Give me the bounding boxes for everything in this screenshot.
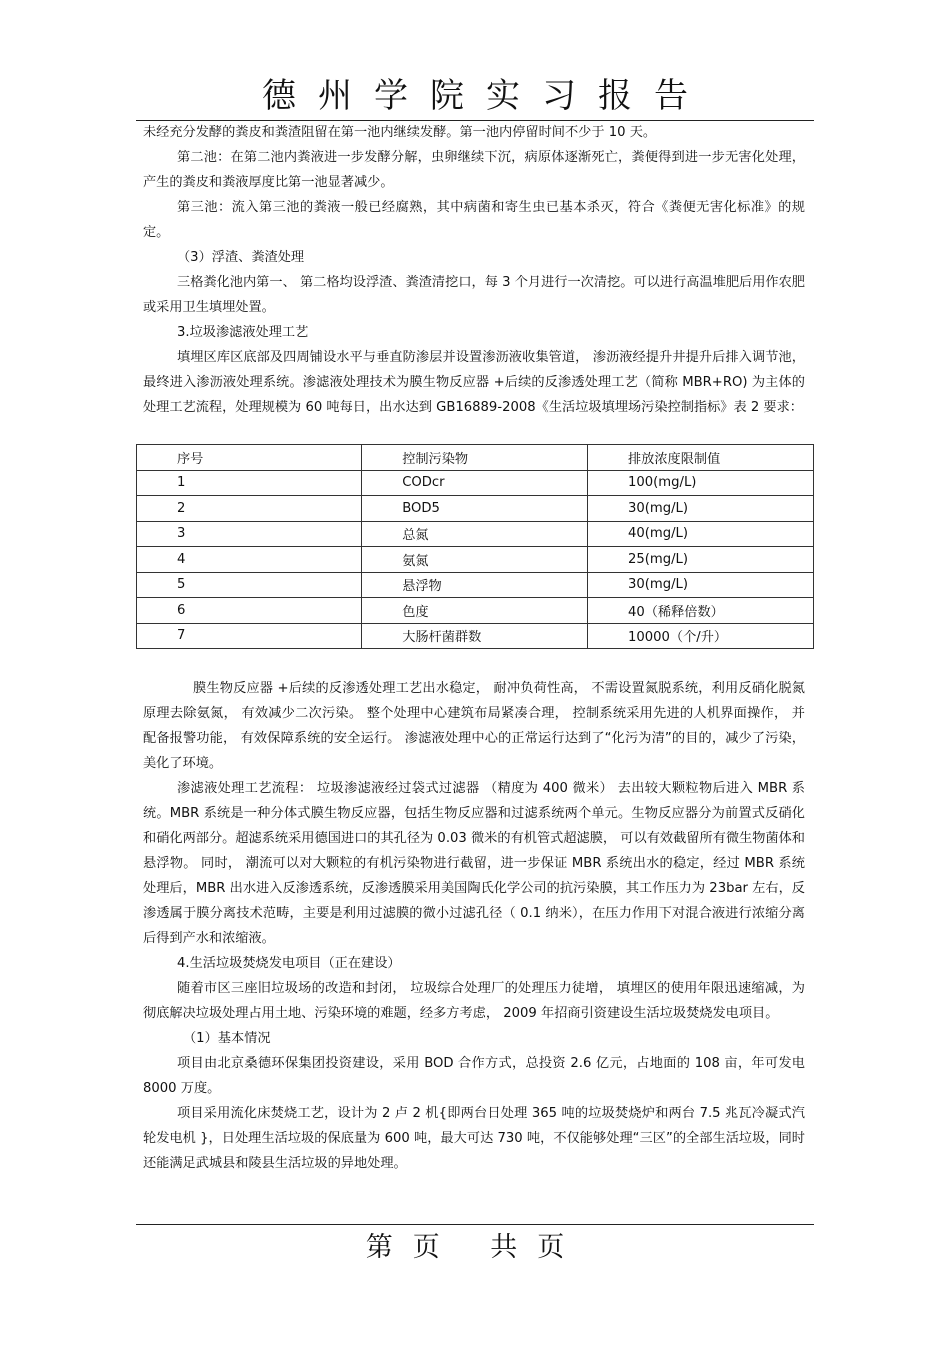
table-row (137, 572, 814, 598)
body-text-top (143, 120, 805, 420)
table-cell: 30(mg/L) (587, 496, 813, 522)
paragraph: 项目由北京桑德环保集团投资建设，采用 BOD 合作方式，总投资 2.6 亿元，占地面的 108 亩，年可发电 8000 万度。 (143, 1056, 805, 1096)
footer-total-label: 共 (490, 1232, 538, 1263)
table-cell: 4 (137, 547, 362, 573)
table-row (137, 521, 814, 547)
page-footer (0, 1228, 950, 1268)
table-cell: 40(mg/L) (587, 521, 813, 547)
paragraph: 三格粪化池内第一、 第二格均设浮渣、粪渣清挖口，每 3 个月进行一次清挖。可以进行高温堆肥后用作农肥或采用卫生填埋处置。 (143, 275, 805, 315)
subheading: （1）基本情况 (183, 1031, 271, 1046)
table-cell: 30(mg/L) (587, 572, 813, 598)
paragraph: 膜生物反应器 +后续的反渗透处理工艺出水稳定， 耐冲负荷性高， 不需设置氮脱系统，利用反硝化脱氮原理去除氨氮， 有效减少二次污染。 整个处理中心建筑布局紧凑合理， 控制系统采用先进的人机界面操作， 并配备报警功能， 有效保障系统的安全运行。 渗滤液处理中心的正常运行达到了“化污为清”的目的，减少了污染，美化了环境。 (143, 681, 805, 771)
table-cell: BOD5 (362, 496, 588, 522)
table-cell: 氨氮 (362, 547, 588, 573)
table-header-cell: 控制污染物 (362, 445, 588, 471)
table-cell: CODcr (362, 470, 588, 496)
footer-page-label: 第 (365, 1232, 413, 1263)
paragraph: 项目采用流化床焚烧工艺，设计为 2 卢 2 机{即两台日处理 365 吨的垃圾焚烧炉和两台 7.5 兆瓦冷凝式汽轮发电机 }，日处理生活垃圾的保底量为 600 吨，最大可达 730 吨，不仅能够处理“三区”的全部生活垃圾，同时还能满足武城县和陵县生活垃圾的异地处理。 (143, 1106, 805, 1171)
pollutant-limits-table (136, 444, 814, 649)
footer-page-unit: 页 (412, 1232, 460, 1263)
table-row (137, 598, 814, 624)
paragraph: 第二池：在第二池内粪液进一步发酵分解，虫卵继续下沉，病原体逐渐死亡，粪便得到进一步无害化处理，产生的粪皮和粪液厚度比第一池显著减少。 (143, 150, 805, 190)
table-cell: 7 (137, 623, 362, 649)
paragraph: 填埋区库区底部及四周铺设水平与垂直防渗层并设置渗沥液收集管道， 渗沥液经提升井提升后排入调节池，最终进入渗沥液处理系统。渗滤液处理技术为膜生物反应器 +后续的反渗透处理工艺（简称 MBR+RO) 为主体的处理工艺流程，处理规模为 60 吨每日，出水达到 GB16889-2008《生活垃圾填埋场污染控制指标》表 2 要求： (143, 350, 805, 415)
table-cell: 10000（个/升） (587, 623, 813, 649)
table-cell: 5 (137, 572, 362, 598)
footer-divider (136, 1224, 814, 1225)
table-cell: 40（稀释倍数） (587, 598, 813, 624)
table-cell: 2 (137, 496, 362, 522)
table-row (137, 496, 814, 522)
table-cell: 3 (137, 521, 362, 547)
table-cell: 悬浮物 (362, 572, 588, 598)
paragraph: 随着市区三座旧垃圾场的改造和封闭， 垃圾综合处理厂的处理压力徒增， 填埋区的使用年限迅速缩减，为彻底解决垃圾处理占用土地、污染环境的难题，经多方考虑， 2009 年招商引资建设生活垃圾焚烧发电项目。 (143, 981, 805, 1021)
table-row (137, 547, 814, 573)
table-cell: 25(mg/L) (587, 547, 813, 573)
table-header-cell: 排放浓度限制值 (587, 445, 813, 471)
report-title: 德州学院实习报告 (262, 76, 710, 116)
table-cell: 总氮 (362, 521, 588, 547)
footer-total-unit: 页 (537, 1232, 585, 1263)
table-row (137, 470, 814, 496)
table-cell: 色度 (362, 598, 588, 624)
table-cell: 1 (137, 470, 362, 496)
subheading: （3）浮渣、粪渣处理 (177, 250, 305, 265)
table-cell: 6 (137, 598, 362, 624)
paragraph: 第三池：流入第三池的粪液一般已经腐熟，其中病菌和寄生虫已基本杀灭，符合《粪便无害化标准》的规定。 (143, 200, 805, 240)
table-row (137, 623, 814, 649)
section-heading: 3.垃圾渗滤液处理工艺 (177, 325, 309, 340)
paragraph: 渗滤液处理工艺流程： 垃圾渗滤液经过袋式过滤器 （精度为 400 微米） 去出较大颗粒物后进入 MBR 系统。MBR 系统是一种分体式膜生物反应器，包括生物反应器和过滤系统两个单元。生物反应器分为前置式反硝化和硝化两部分。超滤系统采用德国进口的其孔径为 0.03 微米的有机管式超滤膜， 可以有效截留所有微生物菌体和悬浮物。 同时， 潮流可以对大颗粒的有机污染物进行截留，进一步保证 MBR 系统出水的稳定，经过 MBR 系统处理后，MBR 出水进入反渗透系统，反渗透膜采用美国陶氏化学公司的抗污染膜，其工作压力为 23bar 左右，反渗透属于膜分离技术范畴，主要是利用过滤膜的微小过滤孔径（ 0.1 纳米），在压力作用下对混合液进行浓缩分离后得到产水和浓缩液。 (143, 781, 805, 946)
table-cell: 大肠杆菌群数 (362, 623, 588, 649)
paragraph: 未经充分发酵的粪皮和粪渣阻留在第一池内继续发酵。第一池内停留时间不少于 10 天。 (143, 125, 657, 140)
table-header-row (137, 445, 814, 471)
table-cell: 100(mg/L) (587, 470, 813, 496)
section-heading: 4.生活垃圾焚烧发电项目（正在建设） (177, 956, 401, 971)
body-text-bottom (143, 676, 805, 1176)
table-header-cell: 序号 (137, 445, 362, 471)
